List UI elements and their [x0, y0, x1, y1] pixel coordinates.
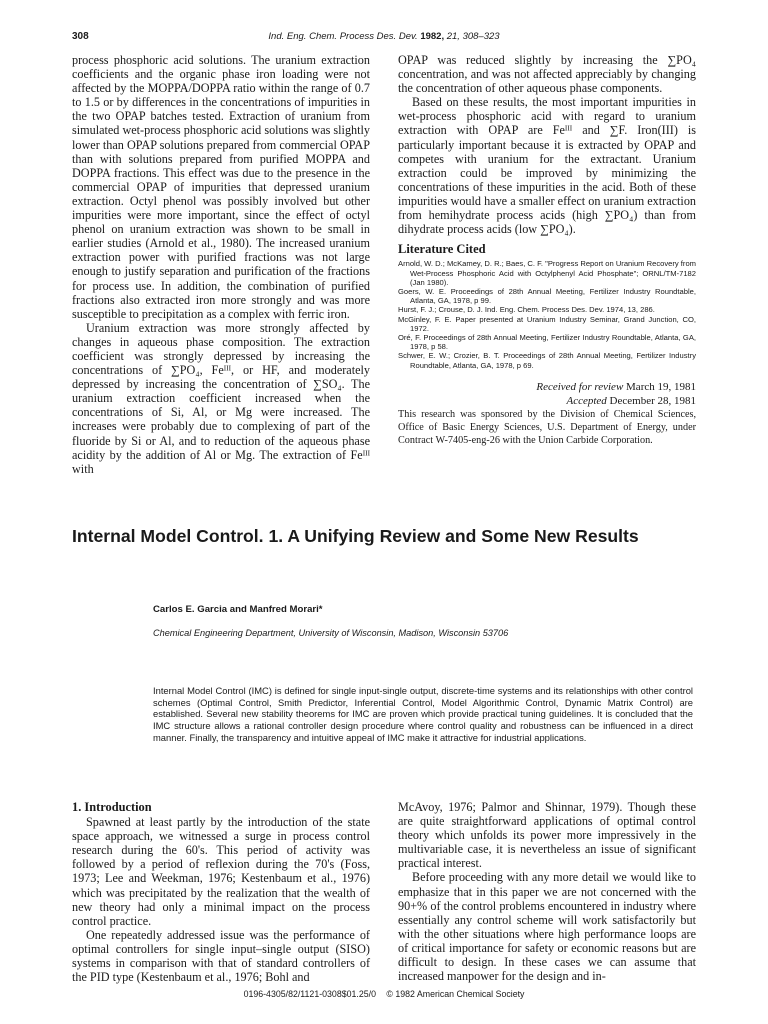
prev-paragraph-3: OPAP was reduced slightly by increasing the ∑PO₄ concentration, and was not affected appreciably by changing the concentration of other aqueous phase components. — [398, 53, 696, 96]
sponsorship-note: This research was sponsored by the Division of Chemical Sciences, Office of Basic Energy Sciences, U.S. Department of Energy, under Contract W-7405-eng-26 with the Union Carbide Corporation. — [398, 408, 696, 446]
footer-copyright: © 1982 American Chemical Society — [386, 989, 525, 999]
page-footer — [0, 989, 768, 999]
prev-paragraph-4: Based on these results, the most important impurities in wet-process phosphoric acid with regard to uranium extraction with OPAP are Feᴵᴵᴵ and ∑F. Iron(III) is particularly important because it is extracted by OPAP and competes with uranium for the extractant. Uranium extraction could be improved by minimizing the concentrations of these impurities in the acid. Both of these impurities would have a smaller effect on uranium extraction from hemihydrate process acids (high ∑PO₄) than from dihydrate process acids (low ∑PO₄). — [398, 95, 696, 237]
article-abstract: Internal Model Control (IMC) is defined for single input-single output, discrete-time systems and its relationships with other control schemes (Optimal Control, Smith Predictor, Inferential Control, Model Algorithmic Control, Dynamic Matrix Control) are established. Several new stability theorems for IMC are proven which provide practical tuning guidelines. It is concluded that the IMC structure allows a rational controller design procedure where control quality and robustness can be influenced in a direct manner. Finally, the transparency and intuitive appeal of IMC make it attractive for industrial applications. — [153, 685, 693, 743]
prev-paragraph-2: Uranium extraction was more strongly affected by changes in aqueous phase composition. The extraction coefficient was strongly depressed by increasing the concentrations of ∑PO₄, Feᴵᴵᴵ, or HF, and moderately depressed by increasing the concentration of ∑SO₄. The uranium extraction coefficient increased when the concentrations of Si, Al, or Mg were increased. The increases were probably due to complexing of part of the fluoride by Si or Al, and to reduction of the aqueous phase acidity by the addition of Al or Mg. The extraction of Feᴵᴵᴵ with — [72, 320, 370, 476]
accepted-line: Accepted December 28, 1981 — [566, 394, 696, 407]
journal-citation — [72, 31, 696, 42]
intro-paragraph-2: One repeatedly addressed issue was the performance of optimal controllers for single input–single output (SISO) systems in comparison with that of standard controllers of the PID type (Kestenbaum et al., 1976; Bohl and — [72, 927, 370, 985]
prev-article-right-column — [398, 53, 696, 447]
intro-paragraph-4: Before proceeding with any more detail we would like to emphasize that in this paper we are not concerned with the 90+% of the control problems encountered in industry where essentially any control scheme will work satisfactorily but with the other situations where high performance loops are of critical importance for safety or economic reasons but are difficult to design. In these cases we can assume that increased manpower for the design and in- — [398, 870, 696, 984]
page-number: 308 — [72, 31, 89, 42]
received-line: Received for review March 19, 1981 — [536, 380, 696, 393]
reference-item: Oré, F. Proceedings of 28th Annual Meeting, Fertilizer Industry Roundtable, Atlanta, GA, 1978, p 58. — [398, 332, 696, 352]
article-left-column — [72, 800, 370, 984]
reference-item: Schwer, E. W.; Crozier, B. T. Proceedings of 28th Annual Meeting, Fertilizer Industry Roundtable, Atlanta, GA, 1978, p 69. — [398, 351, 696, 370]
article-affiliation: Chemical Engineering Department, University of Wisconsin, Madison, Wisconsin 53706 — [153, 628, 509, 638]
intro-paragraph-3: McAvoy, 1976; Palmor and Shinnar, 1979). Though these are quite straightforward applications of optimal control theory which unfolds its power more impressively in the multivariable case, it is nevertheless an issue of significant practical interest. — [398, 800, 696, 871]
prev-paragraph-1: process phosphoric acid solutions. The uranium extraction coefficients and the organic phase iron loading were not affected by the MOPPA/DOPPA ratio within the range of 0.7 to 1.5 or by differences in the concentrations of impurities in the two OPAP batches tested. Extraction of uranium from simulated wet-process phosphoric acid solutions was slightly lower than OPAP solutions prepared from commercial OPAP than with solutions prepared from purified MOPPA and DOPPA fractions. This effect was due to the presence in the commercial OPAP of impurities that depressed uranium extraction. Octyl phenol was possibly involved but other impurities were more important, since the effect of octyl phenol on uranium extraction was shown to be small in earlier studies (Arnold et al., 1980). The increased uranium extraction power with purified fractions was not large enough to justify separation and purification of the fractions for process use. In addition, the combination of purified fractions also extracted iron more strongly and was more susceptible to precipitation as a complex with ferric iron. — [72, 53, 370, 321]
article-right-column — [398, 800, 696, 983]
journal-volume-pages: 21, 308–323 — [446, 31, 500, 42]
reference-item: Goers, W. E. Proceedings of 28th Annual Meeting, Fertilizer Industry Roundtable, Atlanta, GA, 1978, p 99. — [398, 286, 696, 306]
journal-year: 1982, — [420, 31, 445, 42]
reference-item: Hurst, F. J.; Crouse, D. J. Ind. Eng. Chem. Process Des. Dev. 1974, 13, 286. — [398, 305, 655, 315]
intro-paragraph-1: Spawned at least partly by the introduction of the state space approach, we witnessed a surge in process control research during the 60's. This period of activity was followed by a period of reflexion during the 70's (Foss, 1973; Lee and Weekman, 1976; Kestenbaum et al., 1976) which was precipitated by the realization that the wealth of new theory had only a minimal impact on the process control practice. — [72, 815, 370, 928]
section-heading-introduction: 1. Introduction — [72, 800, 152, 814]
journal-name: Ind. Eng. Chem. Process Des. Dev. — [268, 31, 418, 42]
running-header — [72, 31, 696, 45]
prev-article-left-column — [72, 53, 370, 476]
footer-code: 0196-4305/82/1121-0308$01.25/0 — [243, 989, 376, 999]
reference-list — [398, 259, 696, 369]
reference-item: Arnold, W. D.; McKamey, D. R.; Baes, C. F. "Progress Report on Uranium Recovery from Wet-Process Phosphoric Acid with Octylphenyl Acid Phosphate"; ORNL/TM-7182 (Jan 1980). — [398, 259, 696, 287]
article-authors: Carlos E. Garcia and Manfred Morari* — [153, 604, 323, 615]
article-title: Internal Model Control. 1. A Unifying Review and Some New Results — [72, 526, 639, 546]
literature-cited-heading: Literature Cited — [398, 242, 486, 257]
reference-item: McGinley, F. E. Paper presented at Uranium Industry Seminar, Grand Junction, CO, 1972. — [398, 314, 696, 333]
received-dates — [398, 380, 696, 408]
